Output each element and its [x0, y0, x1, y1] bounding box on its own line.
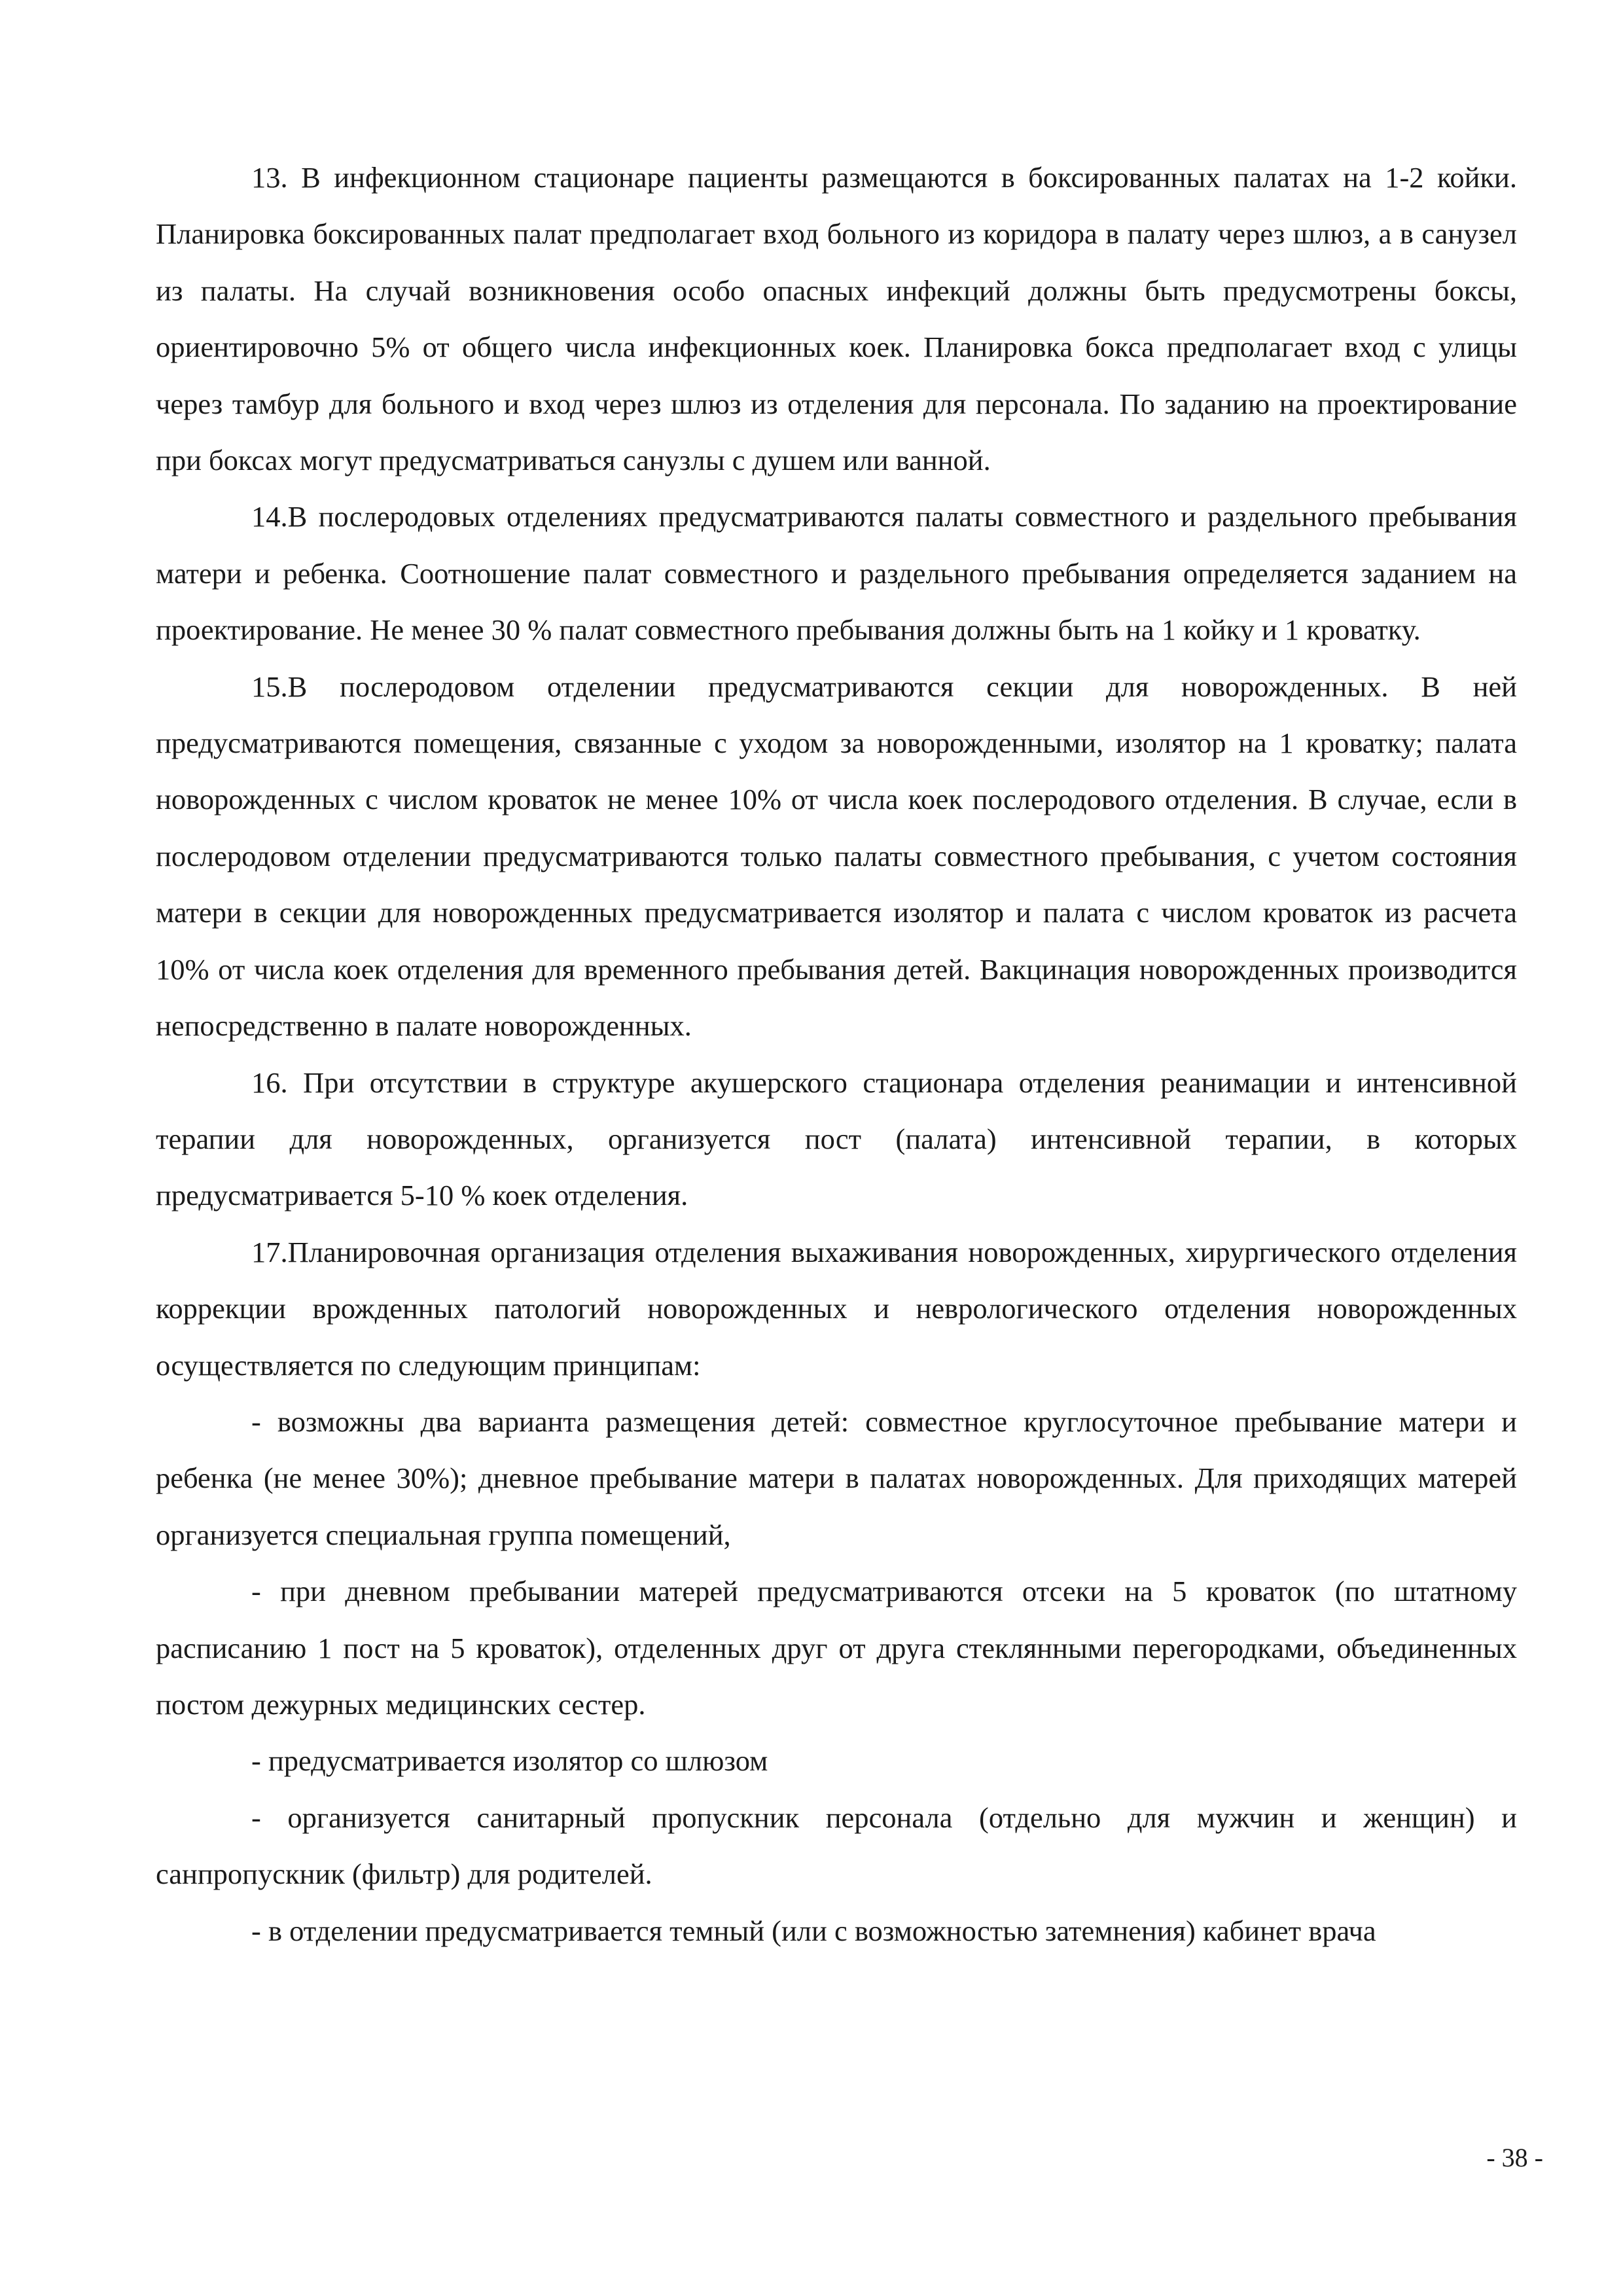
list-item-sanitary-checkpoint: - организуется санитарный пропускник персонала (отдельно для мужчин и женщин) и санпропускник (фильтр) для родителей. — [156, 1801, 1517, 1891]
paragraph-17-planning-principles: 17.Планировочная организация отделения выхаживания новорожденных, хирургического отделения коррекции врожденных патологий новорожденных и неврологического отделения новорожденных осуществляется по следующим принципам: — [156, 1235, 1517, 1382]
page-number: - 38 - — [1486, 2143, 1543, 2172]
paragraph-14-postnatal-wards: 14.В послеродовых отделениях предусматриваются палаты совместного и раздельного пребывания матери и ребенка. Соотношение палат совместного и раздельного пребывания определяется заданием на проектирование. Не менее 30 % палат совместного пребывания должны быть на 1 койку и 1 кроватку. — [156, 500, 1517, 647]
document-page — [156, 149, 1517, 1959]
list-item-isolation-room: - предусматривается изолятор со шлюзом — [251, 1744, 768, 1778]
list-item-dark-doctor-office: - в отделении предусматривается темный (или с возможностью затемнения) кабинет врача — [251, 1914, 1376, 1947]
list-item-daytime-stay-compartments: - при дневном пребывании матерей предусматриваются отсеки на 5 кроваток (по штатному расписанию 1 пост на 5 кроваток), отделенных друг от друга стеклянными перегородками, объединенных постом дежурных медицинских сестер. — [156, 1575, 1517, 1721]
list-item-placement-options: - возможны два варианта размещения детей: совместное круглосуточное пребывание матери и ребенка (не менее 30%); дневное пребывание матери в палатах новорожденных. Для приходящих матерей организуется специальная группа помещений, — [156, 1405, 1517, 1551]
paragraph-15-newborn-sections: 15.В послеродовом отделении предусматриваются секции для новорожденных. В ней предусматриваются помещения, связанные с уходом за новорожденными, изолятор на 1 кроватку; палата новорожденных с числом кроваток не менее 10% от числа коек послеродового отделения. В случае, если в послеродовом отделении предусматриваются только палаты совместного пребывания, с учетом состояния матери в секции для новорожденных предусматривается изолятор и палата с числом кроваток из расчета 10% от числа коек отделения для временного пребывания детей. Вакцинация новорожденных производится непосредственно в палате новорожденных. — [156, 670, 1517, 1043]
paragraph-13-infectious-wards: 13. В инфекционном стационаре пациенты размещаются в боксированных палатах на 1-2 койки. Планировка боксированных палат предполагает вход больного из коридора в палату через шлюз, а в санузел из палаты. На случай возникновения особо опасных инфекций должны быть предусмотрены боксы, ориентировочно 5% от общего числа инфекционных коек. Планировка бокса предполагает вход с улицы через тамбур для больного и вход через шлюз из отделения для персонала. По заданию на проектирование при боксах могут предусматриваться санузлы с душем или ванной. — [156, 161, 1517, 477]
paragraph-16-intensive-care-post: 16. При отсутствии в структуре акушерского стационара отделения реанимации и интенсивной терапии для новорожденных, организуется пост (палата) интенсивной терапии, в которых предусматривается 5-10 % коек отделения. — [156, 1066, 1517, 1212]
